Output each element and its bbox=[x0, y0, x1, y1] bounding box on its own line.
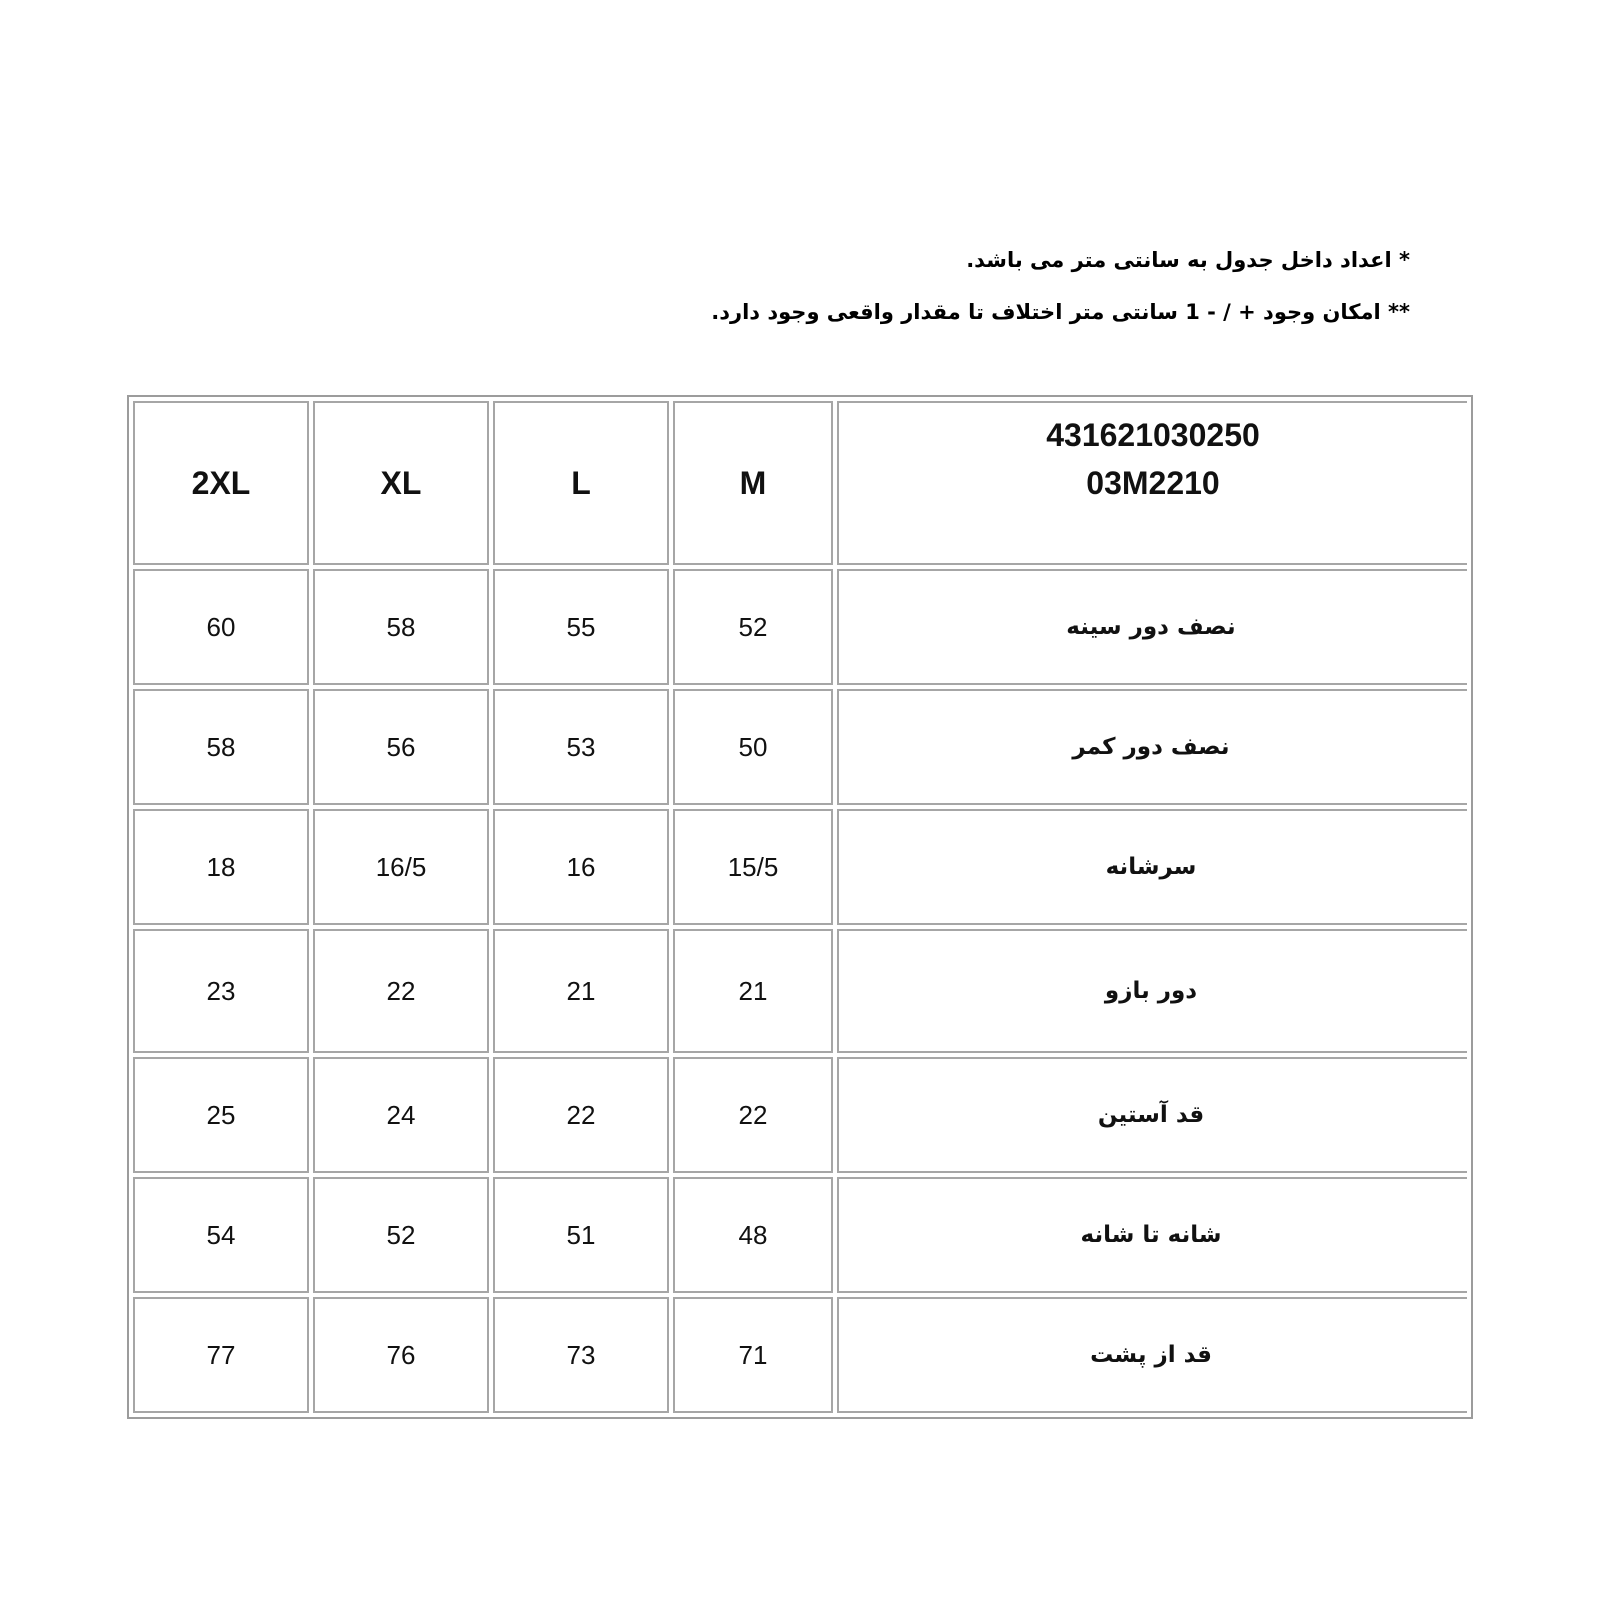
table-row bbox=[133, 569, 1467, 685]
measurement-label: قد از پشت bbox=[837, 1297, 1467, 1413]
measurement-label: دور بازو bbox=[837, 929, 1467, 1053]
table-row bbox=[133, 689, 1467, 805]
product-code-cell bbox=[837, 401, 1467, 565]
value-cell: 54 bbox=[133, 1177, 309, 1293]
value-cell: 23 bbox=[133, 929, 309, 1053]
value-cell: 52 bbox=[313, 1177, 489, 1293]
size-header: M bbox=[673, 401, 833, 565]
model-code: 03M2210 bbox=[1086, 465, 1220, 501]
value-cell: 56 bbox=[313, 689, 489, 805]
notes bbox=[510, 244, 1410, 348]
value-cell: 53 bbox=[493, 689, 669, 805]
table-row bbox=[133, 1177, 1467, 1293]
size-header: L bbox=[493, 401, 669, 565]
measurement-label: سرشانه bbox=[837, 809, 1467, 925]
product-code: 431621030250 bbox=[1046, 417, 1260, 453]
value-cell: 55 bbox=[493, 569, 669, 685]
value-cell: 21 bbox=[493, 929, 669, 1053]
header-row bbox=[133, 401, 1467, 565]
value-cell: 18 bbox=[133, 809, 309, 925]
value-cell: 71 bbox=[673, 1297, 833, 1413]
measurement-label: نصف دور کمر bbox=[837, 689, 1467, 805]
table-row bbox=[133, 809, 1467, 925]
value-cell: 25 bbox=[133, 1057, 309, 1173]
note-line-2: ** امکان وجود + / - 1 سانتی متر اختلاف تا مقدار واقعی وجود دارد. bbox=[711, 300, 1410, 324]
table-row bbox=[133, 929, 1467, 1053]
value-cell: 16/5 bbox=[313, 809, 489, 925]
value-cell: 51 bbox=[493, 1177, 669, 1293]
measurement-label: شانه تا شانه bbox=[837, 1177, 1467, 1293]
value-cell: 50 bbox=[673, 689, 833, 805]
table-row bbox=[133, 1057, 1467, 1173]
size-table bbox=[127, 395, 1473, 1419]
value-cell: 21 bbox=[673, 929, 833, 1053]
size-header: 2XL bbox=[133, 401, 309, 565]
value-cell: 22 bbox=[493, 1057, 669, 1173]
value-cell: 58 bbox=[133, 689, 309, 805]
measurement-label: قد آستین bbox=[837, 1057, 1467, 1173]
table-row bbox=[133, 1297, 1467, 1413]
value-cell: 16 bbox=[493, 809, 669, 925]
value-cell: 15/5 bbox=[673, 809, 833, 925]
value-cell: 22 bbox=[673, 1057, 833, 1173]
note-line-1: * اعداد داخل جدول به سانتی متر می باشد. bbox=[966, 248, 1410, 272]
value-cell: 52 bbox=[673, 569, 833, 685]
value-cell: 48 bbox=[673, 1177, 833, 1293]
value-cell: 76 bbox=[313, 1297, 489, 1413]
value-cell: 73 bbox=[493, 1297, 669, 1413]
measurement-label: نصف دور سینه bbox=[837, 569, 1467, 685]
value-cell: 24 bbox=[313, 1057, 489, 1173]
value-cell: 60 bbox=[133, 569, 309, 685]
value-cell: 22 bbox=[313, 929, 489, 1053]
value-cell: 58 bbox=[313, 569, 489, 685]
value-cell: 77 bbox=[133, 1297, 309, 1413]
size-header: XL bbox=[313, 401, 489, 565]
